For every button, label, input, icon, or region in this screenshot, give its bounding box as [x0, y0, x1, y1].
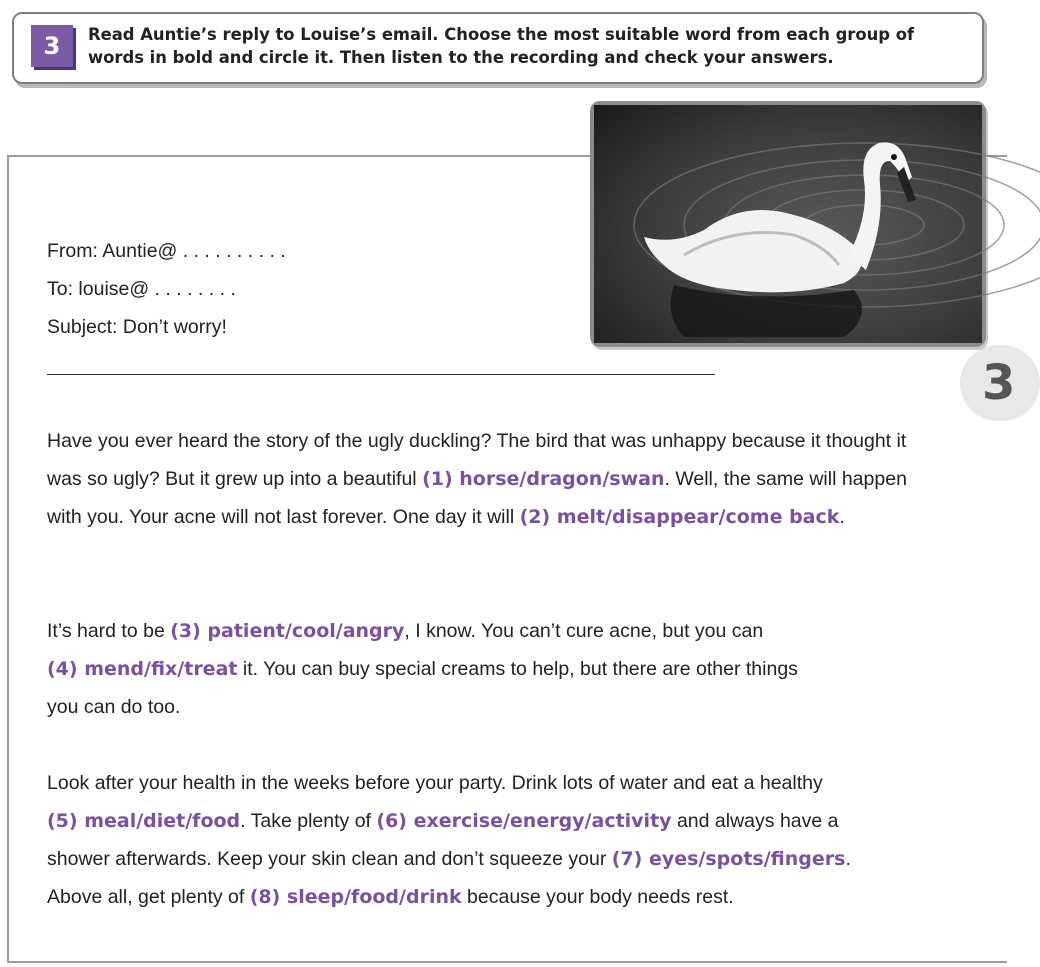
- option-group-2[interactable]: (2) melt/disappear/come back: [519, 506, 840, 528]
- p2-text-1: It’s hard to be: [47, 620, 171, 642]
- p1-text-1: Have you ever heard the story of the ugly duckling? The bird that was unhappy because it thought it was so ugly? But it grew up into a beautiful: [47, 430, 907, 490]
- option-group-3[interactable]: (3) patient/cool/angry: [170, 620, 405, 642]
- p3-text-5: .: [845, 848, 851, 870]
- option-group-6[interactable]: (6) exercise/energy/activity: [376, 810, 672, 832]
- p3-text-3: and always have a: [671, 810, 839, 832]
- p3-text-6: Above all, get plenty of: [47, 886, 250, 908]
- option-group-8[interactable]: (8) sleep/food/drink: [249, 886, 462, 908]
- p3-text-7: because your body needs rest.: [461, 886, 734, 908]
- p3-text-2: . Take plenty of: [240, 810, 377, 832]
- p1-text-3: .: [839, 506, 845, 528]
- option-group-5[interactable]: (5) meal/diet/food: [47, 810, 241, 832]
- instruction-box: [12, 12, 984, 84]
- swan-photo: [590, 101, 986, 347]
- option-group-1[interactable]: (1) horse/dragon/swan: [422, 468, 665, 490]
- p2-text-3: it. You can buy special creams to help, but there are other things: [237, 658, 798, 680]
- option-group-7[interactable]: (7) eyes/spots/fingers: [611, 848, 846, 870]
- header-divider: [47, 374, 715, 375]
- side-page-tab: [960, 345, 1040, 421]
- p1-text-2: . Well, the same will happen with you. Your acne will not last forever. One day it will: [47, 468, 907, 528]
- p2-text-2: , I know. You can’t cure acne, but you can: [404, 620, 764, 642]
- option-group-4[interactable]: (4) mend/fix/treat: [47, 658, 238, 680]
- swan-photo-icon: [594, 105, 982, 343]
- instruction-text: Read Auntie’s reply to Louise’s email. Choose the most suitable word from each group of words in bold and circle it. Then listen to the recording and check your answers.: [88, 25, 915, 67]
- email-subject: Subject: Don’t worry!: [47, 316, 227, 338]
- exercise-number-badge: 3: [31, 25, 73, 67]
- p3-text-4: shower afterwards. Keep your skin clean and don’t squeeze your: [47, 848, 612, 870]
- side-tab-label: 3: [982, 355, 1016, 411]
- paragraph-3: [47, 764, 947, 916]
- paragraph-1: [47, 422, 917, 536]
- email-to: To: louise@ . . . . . . . .: [47, 278, 236, 300]
- email-from: From: Auntie@ . . . . . . . . . .: [47, 240, 286, 262]
- p2-text-4: you can do too.: [47, 696, 181, 718]
- paragraph-2: [47, 612, 947, 726]
- p3-text-1: Look after your health in the weeks before your party. Drink lots of water and eat a healthy: [47, 772, 823, 794]
